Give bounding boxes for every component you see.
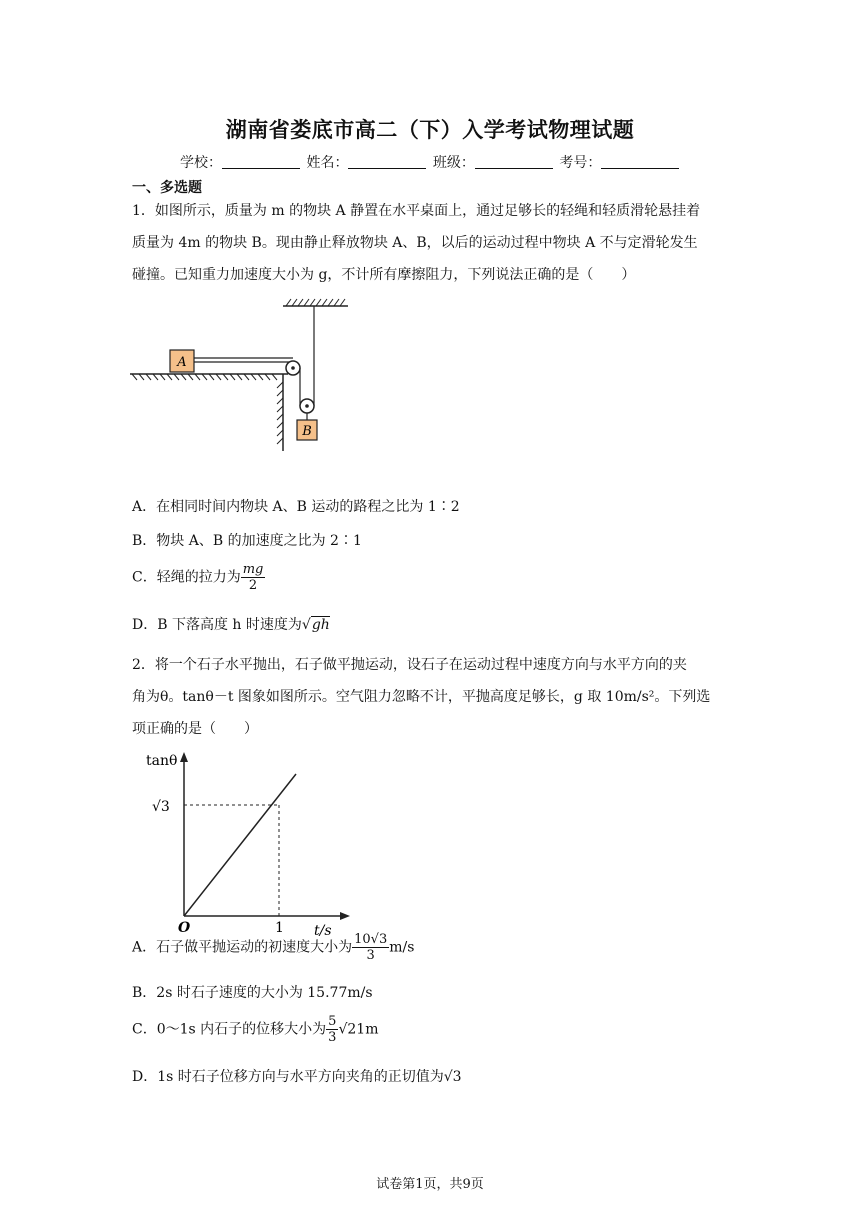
block-b-label: B bbox=[302, 424, 312, 439]
x-tick-label: 1 bbox=[275, 920, 284, 936]
q2-option-c-radical: √21m bbox=[338, 1021, 379, 1038]
q2-option-b[interactable]: B．2s 时石子速度的大小为 15.77m/s bbox=[132, 985, 373, 1001]
name-label: 姓名： bbox=[306, 155, 349, 171]
q2-option-a-unit: m/s bbox=[389, 939, 415, 956]
class-blank[interactable] bbox=[475, 154, 553, 169]
q1-option-b[interactable]: B．物块 A、B 的加速度之比为 2∶1 bbox=[132, 533, 362, 549]
school-label: 学校： bbox=[180, 155, 222, 171]
y-axis-label: tanθ bbox=[146, 753, 178, 769]
q2-line-3: 项正确的是（ ） bbox=[132, 721, 258, 737]
q1-line-3: 碰撞。已知重力加速度大小为 g，不计所有摩擦阻力，下列说法正确的是（ ） bbox=[132, 267, 636, 283]
q1-option-c-fraction: $\frac{mg}{2}$ bbox=[242, 562, 264, 593]
name-blank[interactable] bbox=[348, 154, 426, 169]
q2-option-d-radical: √3 bbox=[443, 1069, 462, 1085]
q1-option-d-text: D．B 下落高度 h 时速度为 bbox=[132, 617, 302, 633]
origin-label: O bbox=[178, 920, 191, 936]
block-a-label: A bbox=[177, 355, 187, 370]
section-heading: 一、多选题 bbox=[132, 180, 202, 196]
q2-option-d-text: D．1s 时石子位移方向与水平方向夹角的正切值为 bbox=[132, 1069, 444, 1085]
q2-line-2: 角为θ。tanθ－t 图象如图所示。空气阻力忽略不计，平抛高度足够长，g 取 10m/s²。下列选 bbox=[132, 689, 711, 705]
y-tick-label: √3 bbox=[152, 799, 170, 815]
page-title: 湖南省娄底市高二（下）入学考试物理试题 bbox=[225, 118, 635, 142]
q1-option-c[interactable] bbox=[132, 562, 265, 593]
q2-line-1: 2．将一个石子水平抛出，石子做平抛运动，设石子在运动过程中速度方向与水平方向的夹 bbox=[132, 657, 687, 673]
tan-theta-line bbox=[184, 774, 296, 916]
q1-line-1: 1．如图所示，质量为 m 的物块 A 静置在水平桌面上，通过足够长的轻绳和轻质滑轮悬挂着 bbox=[132, 203, 701, 219]
q2-option-c[interactable] bbox=[132, 1014, 378, 1045]
q2-option-c-text: C．0～1s 内石子的位移大小为 bbox=[132, 1021, 327, 1038]
q1-option-c-text: C．轻绳的拉力为 bbox=[132, 569, 241, 586]
q2-option-d[interactable] bbox=[132, 1066, 462, 1086]
tan-theta-graph bbox=[138, 748, 378, 939]
page-footer: 试卷第1页，共9页 bbox=[376, 1177, 484, 1192]
q1-line-2: 质量为 4m 的物块 B。现由静止释放物块 A、B，以后的运动过程中物块 A 不与定滑轮发生 bbox=[132, 235, 698, 251]
q2-option-a-text: A．石子做平抛运动的初速度大小为 bbox=[132, 939, 353, 956]
q2-option-c-fraction: $\frac{5}{3}$ bbox=[328, 1014, 337, 1045]
q2-option-a[interactable] bbox=[132, 932, 414, 963]
student-info bbox=[180, 152, 681, 172]
x-axis-label: t/s bbox=[314, 923, 332, 939]
class-label: 班级： bbox=[432, 155, 475, 171]
pulley-figure bbox=[128, 296, 358, 458]
q2-option-a-fraction: $\frac{10√3}{3}$ bbox=[354, 932, 388, 963]
q1-option-d-radical: √gh bbox=[301, 617, 330, 633]
q1-option-a[interactable]: A．在相同时间内物块 A、B 运动的路程之比为 1∶2 bbox=[132, 499, 460, 515]
number-label: 考号： bbox=[559, 155, 602, 171]
number-blank[interactable] bbox=[601, 154, 679, 169]
q1-option-d[interactable] bbox=[132, 614, 330, 634]
school-blank[interactable] bbox=[222, 154, 300, 169]
